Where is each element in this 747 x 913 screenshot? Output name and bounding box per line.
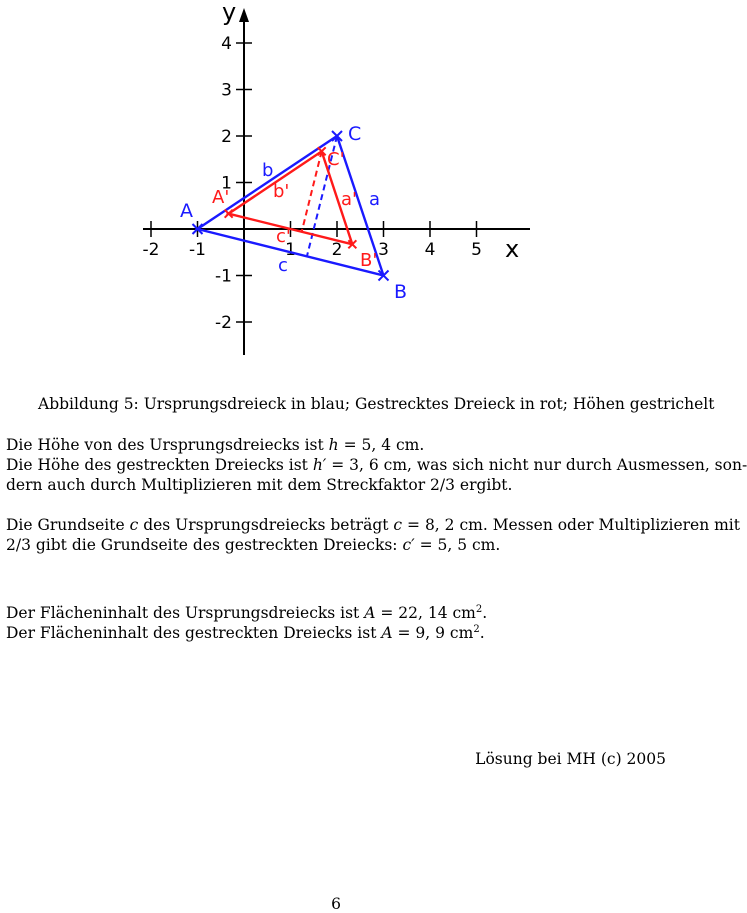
y-tick-label: 3: [221, 80, 232, 101]
side-label-b-prime: b': [273, 181, 290, 202]
x-tick-label: 4: [424, 240, 436, 260]
text-line: Der Flächeninhalt des gestreckten Dreiecks ist A = 9, 9 $cm^2$.: [6, 623, 485, 642]
text-line: Die Höhe von des Ursprungsdreiecks ist h = 5, 4 cm.: [6, 436, 425, 454]
text-line: 2/3 gibt die Grundseite des gestreckten Dreiecks: c′ = 5, 5 cm.: [6, 536, 501, 554]
x-tick-label: -2: [142, 240, 160, 260]
vertex-label-C: C: [348, 123, 362, 145]
paragraph-area: [6, 603, 666, 643]
paragraph-heights: [6, 435, 747, 495]
axes: [143, 0, 530, 355]
x-tick-label: 3: [378, 240, 389, 260]
x-tick-label: 5: [471, 240, 482, 260]
y-tick-label: 1: [221, 173, 232, 194]
coordinate-figure: [0, 0, 672, 370]
text-line: Der Flächeninhalt des Ursprungsdreiecks ist A = 22, 14 $cm^2$.: [6, 603, 488, 622]
side-label-a: a: [369, 189, 381, 210]
paragraph-base-side: [6, 515, 740, 555]
figure-labels: [180, 123, 407, 303]
vertex-label-C-prime: C': [327, 149, 345, 170]
figure-caption: Abbildung 5: Ursprungsdreieck in blau; Gestrecktes Dreieck in rot; Höhen gestrichelt: [38, 395, 715, 413]
x-tick-label: -1: [189, 240, 206, 260]
page-number: 6: [331, 895, 341, 913]
text-line: dern auch durch Multiplizieren mit dem Streckfaktor 2/3 ergibt.: [6, 476, 513, 494]
y-tick-label: 2: [221, 127, 232, 147]
side-label-a-prime: a': [341, 189, 357, 210]
y-tick-label: 4: [221, 34, 232, 54]
text-line: Die Grundseite c des Ursprungsdreiecks beträgt c = 8, 2 cm. Messen oder Multiplizieren mit: [6, 516, 740, 534]
y-tick-label: -1: [215, 266, 232, 287]
vertex-label-A-prime: A': [212, 187, 230, 208]
vertex-label-B: B: [394, 281, 408, 303]
y-tick-label: -2: [215, 313, 232, 333]
y-axis-label: y: [222, 0, 237, 26]
x-axis-label: x: [505, 235, 520, 263]
vertex-label-B-prime: B': [360, 250, 378, 271]
solution-credit: Lösung bei MH (c) 2005: [475, 750, 666, 768]
y-axis-arrowhead: [239, 8, 249, 22]
vertex-label-A: A: [180, 200, 193, 222]
side-label-b: b: [262, 160, 274, 181]
side-label-c: c: [278, 255, 288, 276]
text-line: Die Höhe des gestreckten Dreiecks ist h′ = 3, 6 cm, was sich nicht nur durch Ausmessen, son-: [6, 456, 747, 474]
x-tick-label: 2: [331, 240, 343, 260]
side-label-c-prime: c': [276, 226, 291, 247]
x-tick-label: 1: [285, 240, 296, 260]
